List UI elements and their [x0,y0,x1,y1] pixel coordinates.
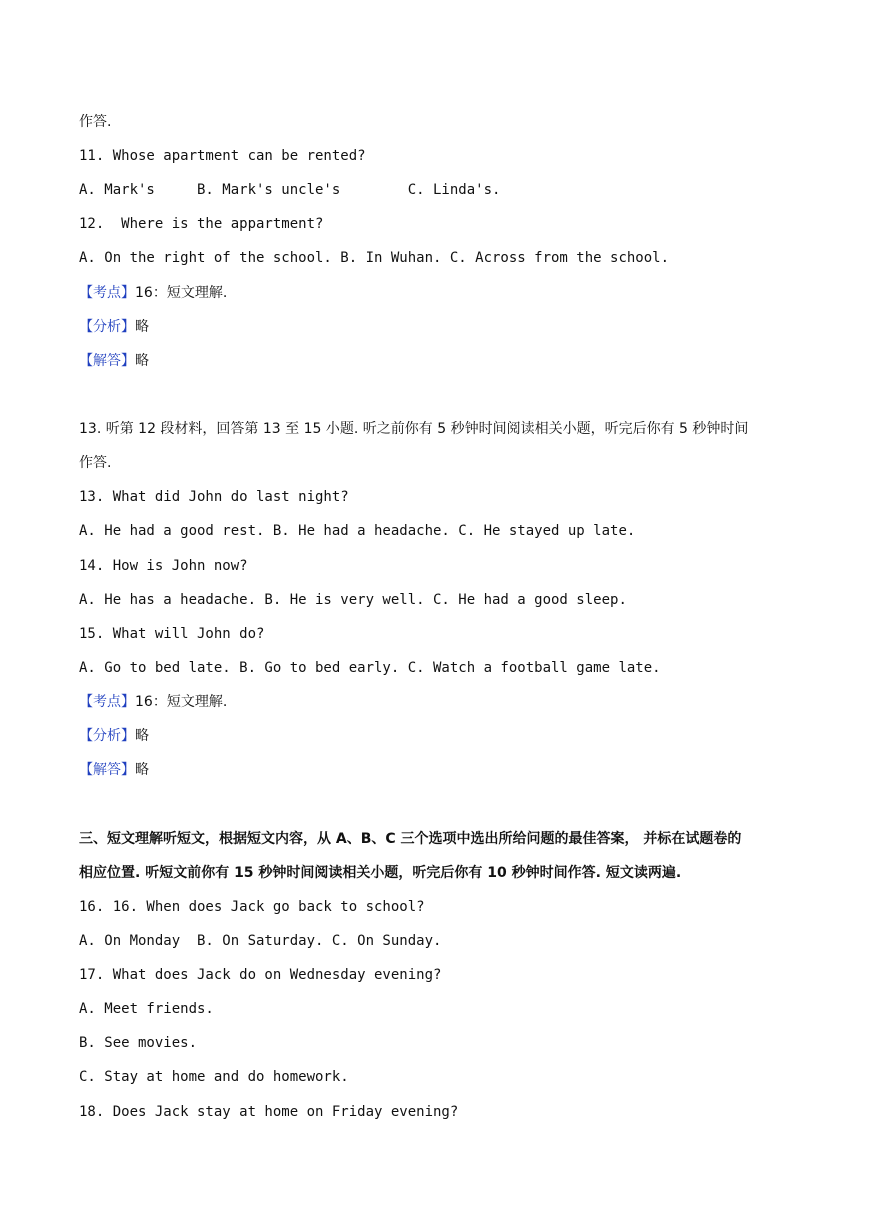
question-17: 17. What does Jack do on Wednesday evening? [79,967,442,983]
options-12: A. On the right of the school. B. In Wuhan. C. Across from the school. [79,250,670,266]
fenxi-tag: 【分析】 [79,728,135,744]
text-line: 作答. [79,455,112,471]
fenxi-line [79,317,149,337]
option-17c: C. Stay at home and do homework. [79,1069,349,1085]
question-18: 18. Does Jack stay at home on Friday evening? [79,1104,459,1120]
fenxi-line [79,726,149,746]
jieda-text: 略 [135,762,149,778]
options-14: A. He has a headache. B. He is very well. C. He had a good sleep. [79,592,627,608]
kaodian-tag: 【考点】 [79,694,135,710]
fenxi-text: 略 [135,319,149,335]
question-13: 13. What did John do last night? [79,489,349,505]
question-11: 11. Whose apartment can be rented? [79,148,366,164]
question-15: 15. What will John do? [79,626,265,642]
jieda-tag: 【解答】 [79,353,135,369]
options-11: A. Mark's B. Mark's uncle's C. Linda's. [79,182,501,198]
jieda-line [79,351,149,371]
text-line: 作答. [79,114,112,130]
question-14: 14. How is John now? [79,558,248,574]
fenxi-tag: 【分析】 [79,319,135,335]
jieda-tag: 【解答】 [79,762,135,778]
option-17a: A. Meet friends. [79,1001,214,1017]
kaodian-tag: 【考点】 [79,285,135,301]
kaodian-text: 16：短文理解. [135,285,228,301]
kaodian-line [79,692,227,712]
question-12: 12. Where is the appartment? [79,216,324,232]
question-16: 16. 16. When does Jack go back to school? [79,899,425,915]
fenxi-text: 略 [135,728,149,744]
section-heading: 三、短文理解听短文，根据短文内容，从 A、B、C 三个选项中选出所给问题的最佳答案， 并标在试题卷的 [79,831,742,847]
option-17b: B. See movies. [79,1035,198,1051]
section-heading-continued: 相应位置. 听短文前你有 15 秒钟时间阅读相关小题，听完后你有 10 秒钟时间作答. 短文读两遍. [79,865,682,881]
options-16: A. On Monday B. On Saturday. C. On Sunday. [79,933,442,949]
jieda-line [79,760,149,780]
section-instruction: 13. 听第 12 段材料，回答第 13 至 15 小题. 听之前你有 5 秒钟时间阅读相关小题，听完后你有 5 秒钟时间 [79,421,749,437]
kaodian-text: 16：短文理解. [135,694,228,710]
jieda-text: 略 [135,353,149,369]
kaodian-line [79,283,227,303]
options-15: A. Go to bed late. B. Go to bed early. C. Watch a football game late. [79,660,661,676]
options-13: A. He had a good rest. B. He had a headache. C. He stayed up late. [79,523,636,539]
